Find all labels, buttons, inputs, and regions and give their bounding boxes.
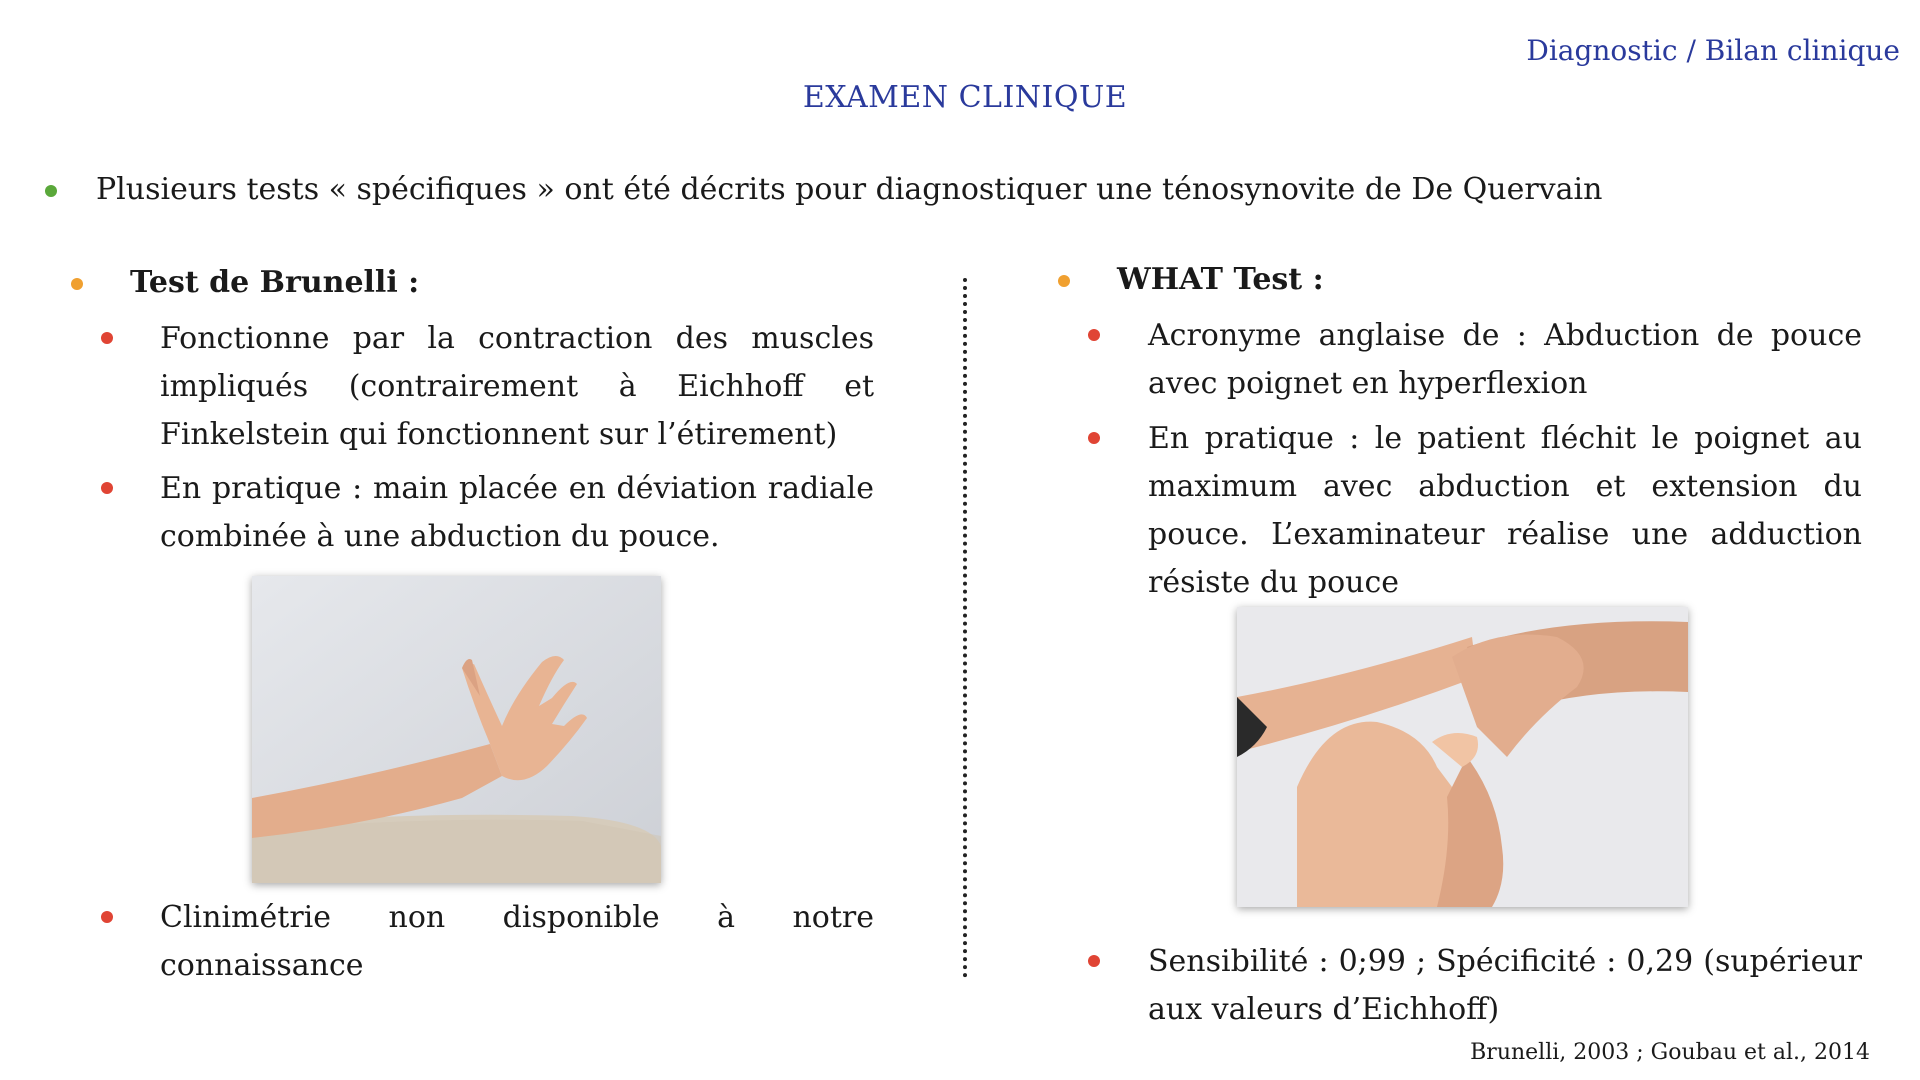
bullet-green-icon [45,185,57,197]
what-bullet-2: En pratique : le patient fléchit le poignet au maximum avec abduction et extension du pouce. L’examinateur réalise une adduction résiste du pouce [1148,421,1862,600]
what-test-heading: WHAT Test : [1117,262,1324,297]
breadcrumb: Diagnostic / Bilan clinique [1526,34,1900,67]
bullet-red-icon [1088,329,1100,341]
what-bullet-1: Acronyme anglaise de : Abduction de pouce avec poignet en hyperflexion [1148,318,1862,401]
bullet-red-icon [1088,432,1100,444]
bullet-red-icon [101,332,113,344]
bullet-orange-icon [71,278,83,290]
intro-text: Plusieurs tests « spécifiques » ont été décrits pour diagnostiquer une ténosynovite de De Quervain [96,172,1603,207]
bullet-red-icon [101,482,113,494]
brunelli-heading: Test de Brunelli : [130,265,420,300]
bullet-orange-icon [1058,275,1070,287]
citation: Brunelli, 2003 ; Goubau et al., 2014 [1470,1040,1870,1065]
brunelli-bullet-3: Clinimétrie non disponible à notre connaissance [160,900,874,983]
brunelli-test-photo [252,576,661,883]
column-divider [963,278,967,978]
brunelli-bullet-2: En pratique : main placée en déviation radiale combinée à une abduction du pouce. [160,471,874,554]
brunelli-bullet-1: Fonctionne par la contraction des muscles impliqués (contrairement à Eichhoff et Finkelstein qui fonctionnent sur l’étirement) [160,321,874,452]
brunelli-photo-svg [252,576,661,883]
what-photo-svg [1237,607,1688,907]
what-bullet-3: Sensibilité : 0;99 ; Spécificité : 0,29 (supérieur aux valeurs d’Eichhoff) [1148,944,1862,1027]
page-title: EXAMEN CLINIQUE [802,80,1128,115]
what-test-photo [1237,607,1688,907]
bullet-red-icon [101,911,113,923]
bullet-red-icon [1088,955,1100,967]
